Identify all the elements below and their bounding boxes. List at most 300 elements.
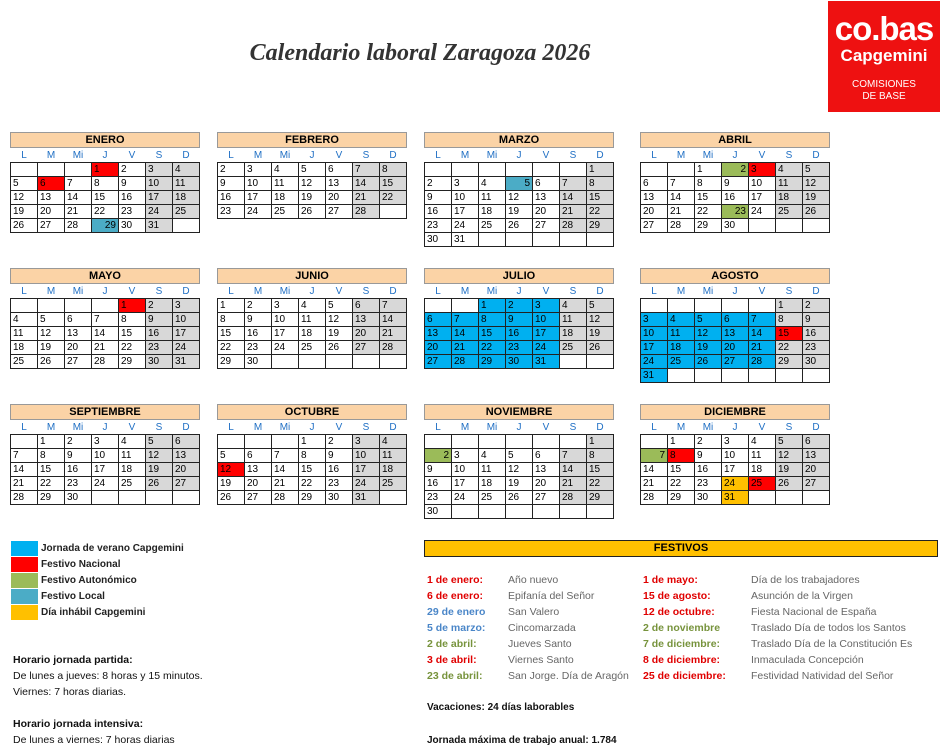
empty-cell xyxy=(803,219,830,233)
weekday-label: M xyxy=(460,421,470,433)
day-cell: 3 xyxy=(173,299,200,313)
weekday-label: L xyxy=(21,285,27,297)
empty-cell xyxy=(11,163,38,177)
day-cell: 29 xyxy=(479,355,506,369)
day-cell: 10 xyxy=(533,313,560,327)
weekday-label: S xyxy=(155,149,163,161)
weekday-label: V xyxy=(335,285,343,297)
day-cell: 24 xyxy=(749,205,776,219)
day-cell: 31 xyxy=(533,355,560,369)
day-cell: 7 xyxy=(380,299,407,313)
day-cell: 22 xyxy=(38,477,65,491)
legend-swatch-verano xyxy=(11,541,38,556)
day-cell: 5 xyxy=(506,177,533,191)
day-cell: 20 xyxy=(641,205,668,219)
day-cell: 15 xyxy=(119,327,146,341)
empty-cell xyxy=(38,163,65,177)
day-cell: 6 xyxy=(245,449,272,463)
day-cell: 14 xyxy=(92,327,119,341)
festivo-date: 7 de diciembre: xyxy=(643,638,721,650)
festivo-name: Año nuevo xyxy=(508,574,559,586)
weekday-label: V xyxy=(758,285,766,297)
empty-cell xyxy=(641,435,668,449)
day-cell: 18 xyxy=(380,463,407,477)
day-cell: 23 xyxy=(425,491,452,505)
festivo-date: 29 de enero xyxy=(427,606,486,618)
day-cell: 24 xyxy=(245,205,272,219)
empty-cell xyxy=(452,163,479,177)
day-cell: 14 xyxy=(668,191,695,205)
day-cell: 5 xyxy=(146,435,173,449)
day-cell: 21 xyxy=(65,205,92,219)
day-cell: 18 xyxy=(668,341,695,355)
day-cell: 24 xyxy=(146,205,173,219)
day-cell: 10 xyxy=(353,449,380,463)
weekday-label: Mi xyxy=(486,285,498,297)
empty-cell xyxy=(695,369,722,383)
festivo-date: 1 de mayo: xyxy=(643,574,698,586)
day-cell: 13 xyxy=(245,463,272,477)
day-cell: 26 xyxy=(218,491,245,505)
weekday-label: M xyxy=(253,285,263,297)
empty-cell xyxy=(326,355,353,369)
day-cell: 26 xyxy=(587,341,614,355)
empty-cell xyxy=(173,219,200,233)
day-cell: 9 xyxy=(119,177,146,191)
legend xyxy=(11,540,184,620)
day-cell: 13 xyxy=(641,191,668,205)
day-cell: 16 xyxy=(245,327,272,341)
day-cell: 21 xyxy=(749,341,776,355)
empty-cell xyxy=(119,491,146,505)
weekday-label: M xyxy=(676,421,686,433)
day-cell: 30 xyxy=(722,219,749,233)
month-name: OCTUBRE xyxy=(217,404,407,420)
weekday-label: J xyxy=(309,285,315,297)
weekday-label: J xyxy=(309,149,315,161)
weekday-label: L xyxy=(228,421,234,433)
day-cell: 30 xyxy=(245,355,272,369)
day-cell: 5 xyxy=(776,435,803,449)
weekday-label: D xyxy=(389,149,397,161)
day-cell: 5 xyxy=(506,449,533,463)
month-name: MAYO xyxy=(10,268,200,284)
weekday-label: V xyxy=(758,149,766,161)
day-cell: 19 xyxy=(803,191,830,205)
month-name: SEPTIEMBRE xyxy=(10,404,200,420)
day-cell: 20 xyxy=(173,463,200,477)
empty-cell xyxy=(425,299,452,313)
month-septiembre xyxy=(10,404,200,505)
day-cell: 11 xyxy=(173,177,200,191)
day-cell: 23 xyxy=(218,205,245,219)
empty-cell xyxy=(452,435,479,449)
day-cell: 9 xyxy=(803,313,830,327)
festivo-name: Fiesta Nacional de España xyxy=(751,606,877,618)
day-cell: 25 xyxy=(479,219,506,233)
day-cell: 4 xyxy=(272,163,299,177)
weekday-label: S xyxy=(569,421,577,433)
day-cell: 3 xyxy=(146,163,173,177)
day-cell: 25 xyxy=(479,491,506,505)
day-cell: 20 xyxy=(38,205,65,219)
day-cell: 22 xyxy=(299,477,326,491)
weekday-label: Mi xyxy=(72,421,84,433)
day-cell: 24 xyxy=(452,219,479,233)
day-cell: 27 xyxy=(65,355,92,369)
weekday-label: V xyxy=(542,285,550,297)
day-cell: 26 xyxy=(803,205,830,219)
weekday-label: Mi xyxy=(279,421,291,433)
legend-swatch-inhabil xyxy=(11,605,38,620)
day-cell: 10 xyxy=(272,313,299,327)
weekday-label: V xyxy=(542,421,550,433)
day-cell: 6 xyxy=(326,163,353,177)
day-cell: 7 xyxy=(353,163,380,177)
day-cell: 18 xyxy=(119,463,146,477)
day-cell: 18 xyxy=(299,327,326,341)
day-cell: 28 xyxy=(641,491,668,505)
day-cell: 8 xyxy=(218,313,245,327)
empty-cell xyxy=(587,505,614,519)
empty-cell xyxy=(479,435,506,449)
day-cell: 29 xyxy=(695,219,722,233)
day-cell: 19 xyxy=(506,477,533,491)
day-cell: 4 xyxy=(668,313,695,327)
day-cell: 16 xyxy=(65,463,92,477)
day-cell: 13 xyxy=(425,327,452,341)
day-cell: 17 xyxy=(722,463,749,477)
day-cell: 26 xyxy=(506,219,533,233)
day-cell: 9 xyxy=(326,449,353,463)
day-cell: 16 xyxy=(722,191,749,205)
weekday-label: D xyxy=(812,285,820,297)
day-cell: 28 xyxy=(560,491,587,505)
day-cell: 31 xyxy=(452,233,479,247)
day-cell: 5 xyxy=(326,299,353,313)
empty-cell xyxy=(65,299,92,313)
day-cell: 13 xyxy=(722,327,749,341)
weekday-label: J xyxy=(516,421,522,433)
day-cell: 4 xyxy=(299,299,326,313)
day-cell: 8 xyxy=(119,313,146,327)
day-cell: 30 xyxy=(146,355,173,369)
weekday-label: L xyxy=(435,285,441,297)
empty-cell xyxy=(749,299,776,313)
day-cell: 17 xyxy=(452,477,479,491)
empty-cell xyxy=(749,369,776,383)
day-cell: 22 xyxy=(92,205,119,219)
day-cell: 26 xyxy=(695,355,722,369)
day-cell: 11 xyxy=(560,313,587,327)
empty-cell xyxy=(695,299,722,313)
weekday-label: S xyxy=(155,285,163,297)
day-cell: 12 xyxy=(695,327,722,341)
day-cell: 11 xyxy=(380,449,407,463)
day-cell: 25 xyxy=(119,477,146,491)
day-cell: 14 xyxy=(560,463,587,477)
day-cell: 12 xyxy=(506,191,533,205)
day-cell: 24 xyxy=(452,491,479,505)
empty-cell xyxy=(587,233,614,247)
day-cell: 29 xyxy=(587,491,614,505)
day-cell: 4 xyxy=(560,299,587,313)
day-cell: 30 xyxy=(119,219,146,233)
day-cell: 21 xyxy=(11,477,38,491)
day-cell: 7 xyxy=(668,177,695,191)
day-cell: 24 xyxy=(641,355,668,369)
horario-intensiva xyxy=(13,716,175,748)
day-cell: 15 xyxy=(479,327,506,341)
day-cell: 15 xyxy=(38,463,65,477)
day-cell: 24 xyxy=(272,341,299,355)
day-cell: 1 xyxy=(218,299,245,313)
day-cell: 22 xyxy=(119,341,146,355)
day-cell: 29 xyxy=(668,491,695,505)
day-cell: 25 xyxy=(749,477,776,491)
day-cell: 2 xyxy=(425,177,452,191)
day-cell: 13 xyxy=(65,327,92,341)
month-name: DICIEMBRE xyxy=(640,404,830,420)
festivo-date: 12 de octubre: xyxy=(643,606,715,618)
day-cell: 31 xyxy=(353,491,380,505)
day-cell: 11 xyxy=(749,449,776,463)
day-cell: 26 xyxy=(506,491,533,505)
day-cell: 12 xyxy=(299,177,326,191)
weekday-label: L xyxy=(651,149,657,161)
festivo-name: Viernes Santo xyxy=(508,654,574,666)
day-cell: 2 xyxy=(65,435,92,449)
day-cell: 6 xyxy=(425,313,452,327)
weekday-label: L xyxy=(228,149,234,161)
day-cell: 26 xyxy=(326,341,353,355)
day-cell: 12 xyxy=(146,449,173,463)
day-cell: 26 xyxy=(146,477,173,491)
day-cell: 8 xyxy=(92,177,119,191)
empty-cell xyxy=(560,233,587,247)
festivo-name: San Jorge. Día de Aragón xyxy=(508,670,629,682)
day-cell: 3 xyxy=(452,177,479,191)
day-cell: 21 xyxy=(272,477,299,491)
weekday-label: M xyxy=(46,149,56,161)
day-cell: 14 xyxy=(560,191,587,205)
month-name: MARZO xyxy=(424,132,614,148)
day-cell: 23 xyxy=(245,341,272,355)
festivo-date: 6 de enero: xyxy=(427,590,484,602)
festivo-date: 25 de diciembre: xyxy=(643,670,726,682)
month-febrero xyxy=(217,132,407,219)
day-cell: 9 xyxy=(245,313,272,327)
weekday-label: M xyxy=(460,149,470,161)
day-cell: 19 xyxy=(326,327,353,341)
day-cell: 29 xyxy=(587,219,614,233)
day-cell: 16 xyxy=(326,463,353,477)
weekday-label: J xyxy=(732,421,738,433)
day-cell: 22 xyxy=(776,341,803,355)
day-cell: 9 xyxy=(425,463,452,477)
day-cell: 25 xyxy=(11,355,38,369)
day-cell: 12 xyxy=(38,327,65,341)
day-cell: 21 xyxy=(353,191,380,205)
legend-item xyxy=(11,588,184,604)
day-cell: 5 xyxy=(218,449,245,463)
day-cell: 15 xyxy=(218,327,245,341)
day-cell: 21 xyxy=(668,205,695,219)
day-cell: 8 xyxy=(479,313,506,327)
horario-intensiva-title: Horario jornada intensiva: xyxy=(13,718,144,730)
day-cell: 26 xyxy=(776,477,803,491)
day-cell: 6 xyxy=(803,435,830,449)
weekday-label: M xyxy=(676,285,686,297)
day-cell: 25 xyxy=(173,205,200,219)
jornada-maxima-text: Jornada máxima de trabajo anual: 1.784 xyxy=(427,735,617,746)
weekday-label: D xyxy=(812,421,820,433)
day-cell: 23 xyxy=(695,477,722,491)
day-cell: 6 xyxy=(65,313,92,327)
day-cell: 1 xyxy=(119,299,146,313)
month-name: FEBRERO xyxy=(217,132,407,148)
day-cell: 25 xyxy=(776,205,803,219)
day-cell: 16 xyxy=(506,327,533,341)
day-cell: 5 xyxy=(11,177,38,191)
day-cell: 4 xyxy=(119,435,146,449)
day-cell: 26 xyxy=(11,219,38,233)
weekday-label: Mi xyxy=(279,149,291,161)
logo-line-1: co.bas xyxy=(834,10,934,47)
day-cell: 28 xyxy=(668,219,695,233)
day-cell: 15 xyxy=(668,463,695,477)
weekday-label: D xyxy=(182,149,190,161)
day-cell: 31 xyxy=(146,219,173,233)
horario-partida-line: Viernes: 7 horas diarias. xyxy=(13,686,127,698)
day-cell: 17 xyxy=(272,327,299,341)
weekday-label: L xyxy=(651,285,657,297)
day-cell: 10 xyxy=(452,191,479,205)
day-cell: 9 xyxy=(218,177,245,191)
day-cell: 2 xyxy=(326,435,353,449)
festivo-name: Asunción de la Virgen xyxy=(751,590,853,602)
weekday-label: J xyxy=(516,149,522,161)
day-cell: 1 xyxy=(776,299,803,313)
legend-label: Jornada de verano Capgemini xyxy=(41,542,184,554)
day-cell: 24 xyxy=(173,341,200,355)
legend-item xyxy=(11,556,184,572)
day-cell: 18 xyxy=(479,205,506,219)
empty-cell xyxy=(776,219,803,233)
weekday-label: L xyxy=(435,149,441,161)
weekday-label: M xyxy=(460,285,470,297)
empty-cell xyxy=(425,435,452,449)
day-cell: 12 xyxy=(11,191,38,205)
day-cell: 11 xyxy=(479,191,506,205)
day-cell: 25 xyxy=(380,477,407,491)
empty-cell xyxy=(533,435,560,449)
weekday-label: Mi xyxy=(279,285,291,297)
day-cell: 15 xyxy=(776,327,803,341)
day-cell: 31 xyxy=(173,355,200,369)
festivo-date: 3 de abril: xyxy=(427,654,477,666)
day-cell: 3 xyxy=(533,299,560,313)
day-cell: 14 xyxy=(380,313,407,327)
day-cell: 8 xyxy=(299,449,326,463)
day-cell: 18 xyxy=(173,191,200,205)
day-cell: 27 xyxy=(173,477,200,491)
day-cell: 20 xyxy=(722,341,749,355)
weekday-label: D xyxy=(596,285,604,297)
weekday-label: Mi xyxy=(486,421,498,433)
month-name: NOVIEMBRE xyxy=(424,404,614,420)
day-cell: 30 xyxy=(695,491,722,505)
weekday-label: Mi xyxy=(72,149,84,161)
day-cell: 6 xyxy=(533,177,560,191)
day-cell: 22 xyxy=(587,205,614,219)
day-cell: 30 xyxy=(65,491,92,505)
day-cell: 29 xyxy=(299,491,326,505)
day-cell: 2 xyxy=(506,299,533,313)
day-cell: 28 xyxy=(353,205,380,219)
day-cell: 1 xyxy=(587,163,614,177)
day-cell: 24 xyxy=(353,477,380,491)
day-cell: 23 xyxy=(146,341,173,355)
day-cell: 10 xyxy=(452,463,479,477)
day-cell: 21 xyxy=(560,477,587,491)
month-agosto xyxy=(640,268,830,383)
day-cell: 16 xyxy=(695,463,722,477)
weekday-label: V xyxy=(542,149,550,161)
day-cell: 19 xyxy=(11,205,38,219)
day-cell: 10 xyxy=(146,177,173,191)
day-cell: 23 xyxy=(722,205,749,219)
day-cell: 7 xyxy=(92,313,119,327)
empty-cell xyxy=(776,369,803,383)
day-cell: 17 xyxy=(641,341,668,355)
month-name: JUNIO xyxy=(217,268,407,284)
day-cell: 26 xyxy=(38,355,65,369)
month-octubre xyxy=(217,404,407,505)
day-cell: 13 xyxy=(326,177,353,191)
day-cell: 1 xyxy=(92,163,119,177)
day-cell: 12 xyxy=(218,463,245,477)
day-cell: 6 xyxy=(722,313,749,327)
empty-cell xyxy=(803,491,830,505)
festivo-name: Traslado Día de la Constitución Es xyxy=(751,638,913,650)
cobas-logo xyxy=(828,1,940,112)
day-cell: 15 xyxy=(299,463,326,477)
day-cell: 21 xyxy=(641,477,668,491)
day-cell: 22 xyxy=(218,341,245,355)
empty-cell xyxy=(641,163,668,177)
festivo-name: Inmaculada Concepción xyxy=(751,654,864,666)
day-cell: 3 xyxy=(92,435,119,449)
day-cell: 29 xyxy=(218,355,245,369)
weekday-label: M xyxy=(253,149,263,161)
day-cell: 17 xyxy=(452,205,479,219)
legend-label: Día inhábil Capgemini xyxy=(41,606,146,618)
day-cell: 18 xyxy=(749,463,776,477)
day-cell: 3 xyxy=(749,163,776,177)
day-cell: 16 xyxy=(425,205,452,219)
month-name: ENERO xyxy=(10,132,200,148)
day-cell: 1 xyxy=(479,299,506,313)
day-cell: 12 xyxy=(803,177,830,191)
weekday-label: S xyxy=(362,285,370,297)
empty-cell xyxy=(803,369,830,383)
day-cell: 11 xyxy=(299,313,326,327)
day-cell: 29 xyxy=(119,355,146,369)
weekday-label: S xyxy=(569,149,577,161)
day-cell: 23 xyxy=(506,341,533,355)
legend-label: Festivo Local xyxy=(41,590,105,602)
